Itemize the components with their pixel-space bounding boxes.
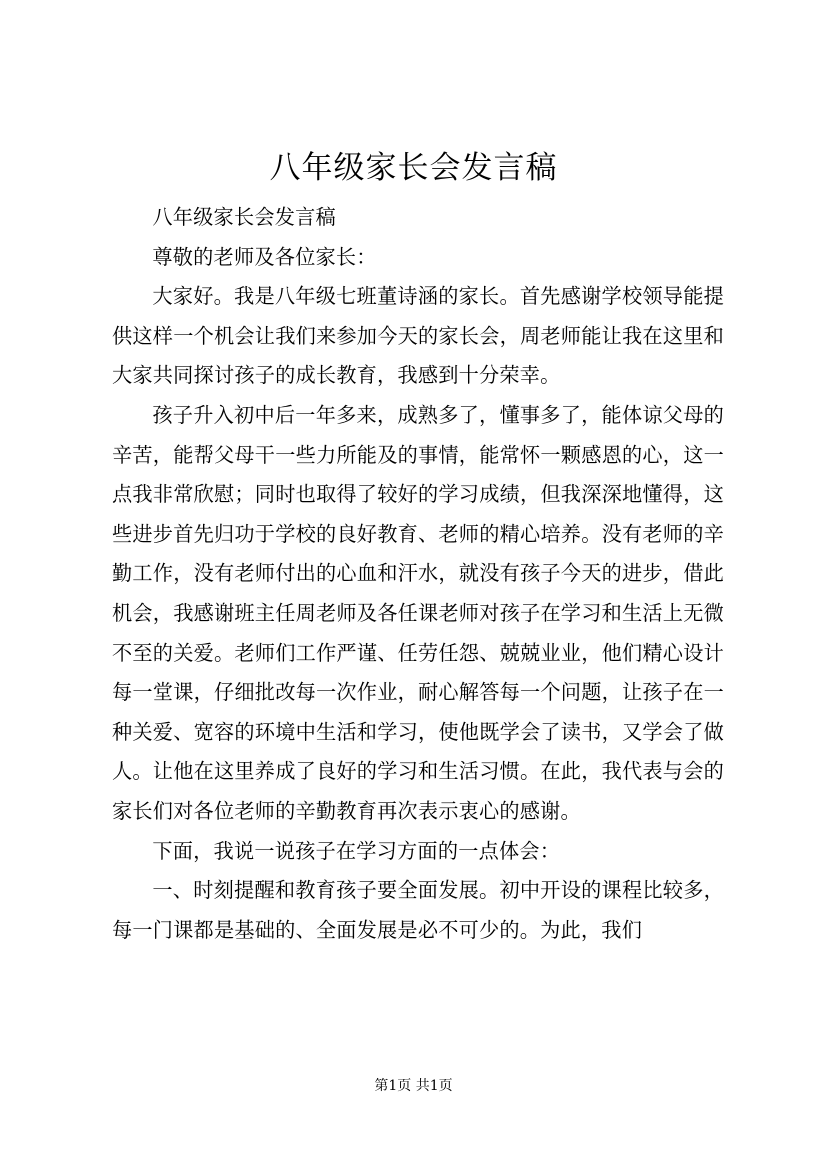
paragraph-salutation: 尊敬的老师及各位家长： xyxy=(152,244,377,269)
paragraph-point-one: 一、时刻提醒和教育孩子要全面发展。初中开设的课程比较多，每一门课都是基础的、全面发展是必不可少的。为此，我们 xyxy=(112,878,724,942)
paragraph-experience-intro: 下面，我说一说孩子在学习方面的一点体会： xyxy=(152,838,561,863)
paragraph-subtitle: 八年级家长会发言稿 xyxy=(152,205,336,229)
paragraph-greeting: 大家好。我是八年级七班董诗涵的家长。首先感谢学校领导能提供这样一个机会让我们来参加今天的家长会，周老师能让我在这里和大家共同探讨孩子的成长教育，我感到十分荣幸。 xyxy=(112,284,724,388)
page-number-footer: 第1页 共1页 xyxy=(374,1078,453,1094)
paragraph-gratitude: 孩子升入初中后一年多来，成熟多了，懂事多了，能体谅父母的辛苦，能帮父母干一些力所能及的事情，能常怀一颗感恩的心，这一点我非常欣慰；同时也取得了较好的学习成绩，但我深深地懂得，这些进步首先归功于学校的良好教育、老师的精心培养。没有老师的辛勤工作，没有老师付出的心血和汗水，就没有孩子今天的进步，借此机会，我感谢班主任周老师及各任课老师对孩子在学习和生活上无微不至的关爱。老师们工作严谨、任劳任怨、兢兢业业，他们精心设计每一堂课，仔细批改每一次作业，耐心解答每一个问题，让孩子在一种关爱、宽容的环境中生活和学习，使他既学会了读书，又学会了做人。让他在这里养成了良好的学习和生活习惯。在此，我代表与会的家长们对各位老师的辛勤教育再次表示衷心的感谢。 xyxy=(112,402,724,823)
document-title: 八年级家长会发言稿 xyxy=(269,150,558,186)
document-body xyxy=(112,198,724,950)
